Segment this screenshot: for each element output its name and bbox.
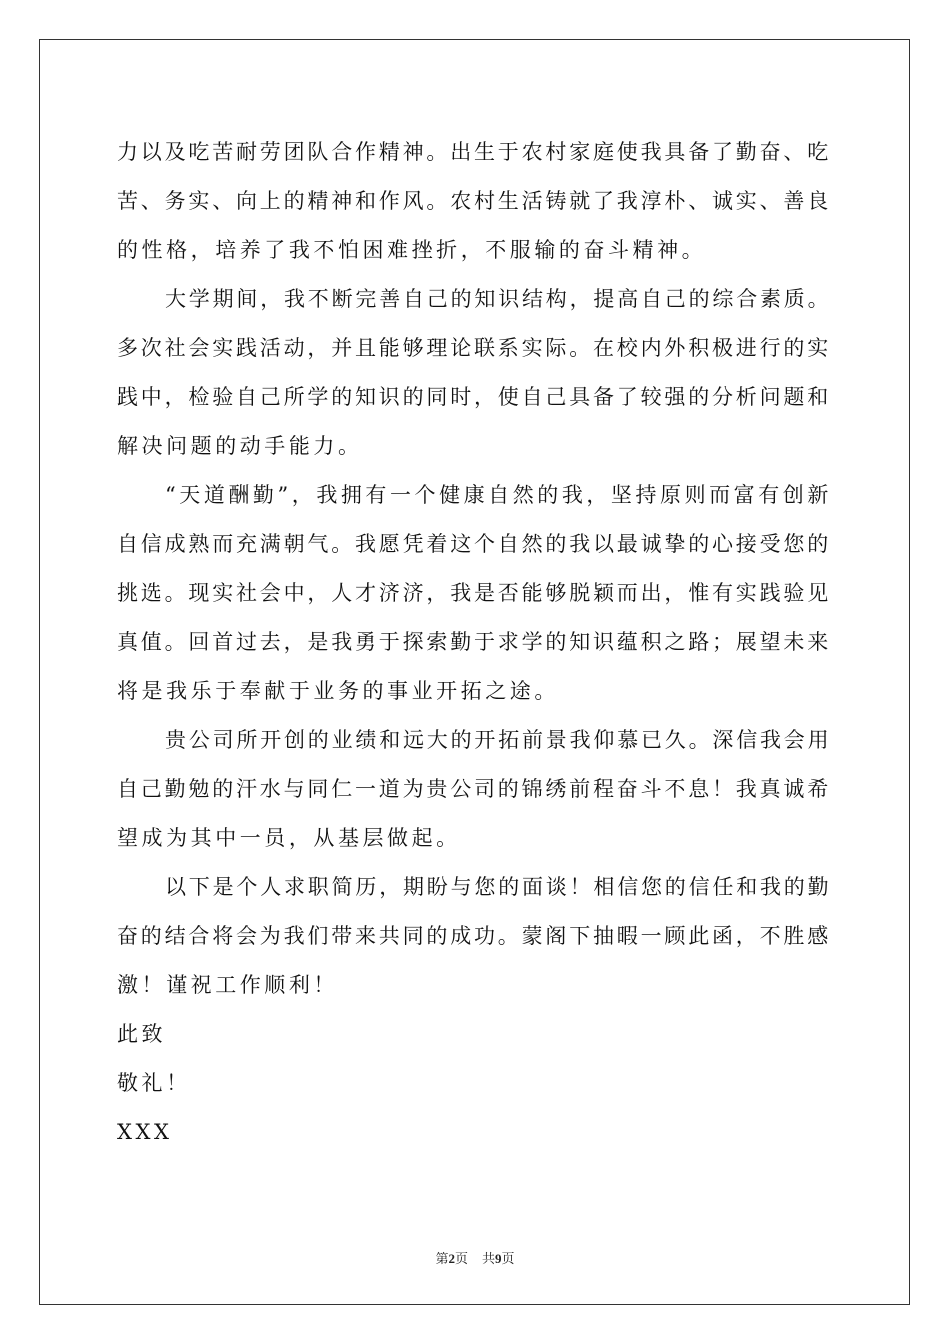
text-line: 望成为其中一员，从基层做起。 xyxy=(117,826,461,850)
text-line: 挑选。现实社会中，人才济济，我是否能够脱颖而出，惟有实践验见 xyxy=(117,581,831,605)
paragraph-start-line: 贵公司所开创的业绩和远大的开拓前景我仰慕已久。深信我会用 xyxy=(165,728,832,752)
text-line: 将是我乐于奉献于业务的事业开拓之途。 xyxy=(117,679,559,703)
page-prefix: 第 xyxy=(435,1252,449,1267)
text-line: 奋的结合将会为我们带来共同的成功。蒙阁下抽暇一顾此函，不胜感 xyxy=(117,924,831,948)
text-line: 苦、务实、向上的精神和作风。农村生活铸就了我淳朴、诚实、善良 xyxy=(117,189,831,213)
letter-body xyxy=(117,128,833,1157)
paragraph-start-line: 大学期间，我不断完善自己的知识结构，提高自己的综合素质。 xyxy=(165,287,832,311)
text-line: 真值。回首过去，是我勇于探索勤于求学的知识蕴积之路；展望未来 xyxy=(117,630,831,654)
page-total: 9 xyxy=(495,1251,502,1266)
text-line: 自信成熟而充满朝气。我愿凭着这个自然的我以最诚挚的心接受您的 xyxy=(117,532,831,556)
total-prefix: 共 xyxy=(482,1252,496,1267)
text-line: 激！谨祝工作顺利！ xyxy=(117,973,338,997)
page-current: 2 xyxy=(448,1251,455,1266)
page-footer xyxy=(0,1248,950,1267)
text-line: 多次社会实践活动，并且能够理论联系实际。在校内外积极进行的实 xyxy=(117,336,831,360)
paragraph-start-line: “天道酬勤”，我拥有一个健康自然的我，坚持原则而富有创新 xyxy=(165,483,832,507)
text-line: 自己勤勉的汗水与同仁一道为贵公司的锦绣前程奋斗不息！我真诚希 xyxy=(117,777,831,801)
total-unit: 页 xyxy=(501,1252,515,1267)
text-line: 践中，检验自己所学的知识的同时，使自己具备了较强的分析问题和 xyxy=(117,385,831,409)
text-line: 力以及吃苦耐劳团队合作精神。出生于农村家庭使我具备了勤奋、吃 xyxy=(117,140,831,164)
text-line: 解决问题的动手能力。 xyxy=(117,434,363,458)
text-line: 的性格，培养了我不怕困难挫折，不服输的奋斗精神。 xyxy=(117,238,707,262)
paragraph-start-line: 以下是个人求职简历，期盼与您的面谈！相信您的信任和我的勤 xyxy=(165,875,832,899)
salutation-line: 敬礼！ xyxy=(117,1071,191,1095)
closing-line: 此致 xyxy=(117,1022,167,1046)
page-unit: 页 xyxy=(454,1252,468,1267)
signature-line: XXX xyxy=(117,1120,173,1144)
